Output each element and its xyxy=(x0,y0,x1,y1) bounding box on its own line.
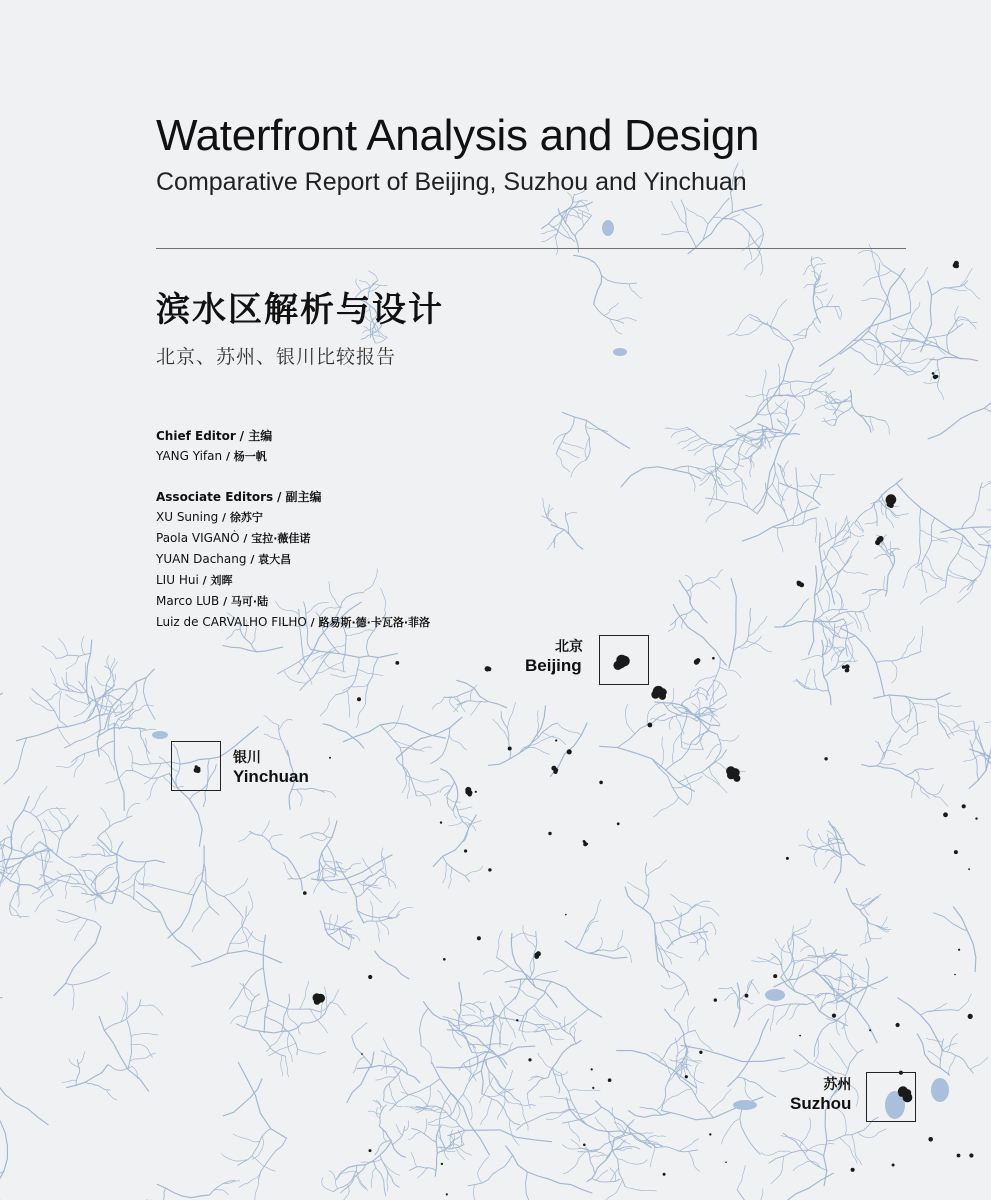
subtitle-english: Comparative Report of Beijing, Suzhou and Yinchuan xyxy=(156,168,747,197)
city-name-en: Beijing xyxy=(525,656,582,675)
associate-editors-role-zh: / 副主编 xyxy=(276,490,322,504)
urban-area xyxy=(617,822,620,825)
city-frame-beijing xyxy=(599,635,649,685)
urban-area xyxy=(943,812,948,817)
chief-editor-name: YANG Yifan xyxy=(156,449,223,463)
urban-area xyxy=(441,1163,443,1165)
urban-area xyxy=(799,583,804,588)
urban-areas xyxy=(194,261,978,1196)
urban-area xyxy=(709,1133,711,1135)
associate-editor-row xyxy=(156,549,430,570)
urban-area xyxy=(932,372,935,375)
associate-editor-name: Paola VIGANÒ xyxy=(156,531,240,545)
urban-area xyxy=(565,914,567,916)
urban-area xyxy=(786,857,789,860)
urban-area xyxy=(958,949,960,951)
urban-area xyxy=(799,1035,801,1037)
urban-area xyxy=(869,1029,871,1031)
urban-area xyxy=(591,1068,593,1070)
urban-area xyxy=(508,747,512,751)
urban-area xyxy=(488,868,491,871)
associate-editor-name-zh: / 路易斯·德·卡瓦洛·菲洛 xyxy=(310,616,431,629)
urban-area xyxy=(485,666,490,671)
urban-area xyxy=(464,849,467,852)
urban-area xyxy=(832,1014,836,1018)
urban-area xyxy=(694,660,699,665)
associate-editor-name: Luiz de CARVALHO FILHO xyxy=(156,615,307,629)
urban-area xyxy=(954,974,956,976)
editors-list xyxy=(156,426,430,633)
lake xyxy=(602,220,614,236)
urban-area xyxy=(369,1149,372,1152)
title-english: Waterfront Analysis and Design xyxy=(156,111,760,160)
lake xyxy=(613,348,627,356)
chief-editor-heading xyxy=(156,426,430,446)
urban-area xyxy=(935,375,938,378)
urban-area xyxy=(733,775,740,782)
urban-area xyxy=(824,757,827,760)
urban-area xyxy=(303,891,307,895)
title-chinese: 滨水区解析与设计 xyxy=(156,290,444,330)
urban-area xyxy=(699,1051,702,1054)
urban-area xyxy=(586,843,589,846)
urban-area xyxy=(357,697,361,701)
city-frame-yinchuan xyxy=(171,741,221,791)
urban-area xyxy=(395,661,399,665)
urban-area xyxy=(477,936,481,940)
associate-editor-row xyxy=(156,507,430,528)
city-label-suzhou xyxy=(790,1074,851,1114)
urban-area xyxy=(842,665,846,669)
urban-area xyxy=(714,998,717,1001)
urban-area xyxy=(745,994,749,998)
urban-area xyxy=(928,1137,933,1142)
urban-area xyxy=(567,749,572,754)
chief-editor-role: Chief Editor xyxy=(156,429,236,443)
urban-area xyxy=(712,657,715,660)
associate-editor-name: LIU Hui xyxy=(156,573,199,587)
urban-area xyxy=(313,993,322,1002)
urban-area xyxy=(583,1144,586,1147)
urban-area xyxy=(957,1154,961,1158)
urban-area xyxy=(555,739,557,741)
subtitle-chinese: 北京、苏州、银川比较报告 xyxy=(156,346,397,368)
urban-area xyxy=(725,1161,727,1163)
urban-area xyxy=(446,1193,448,1195)
associate-editors-role: Associate Editors xyxy=(156,490,274,504)
city-name-zh: 苏州 xyxy=(823,1077,852,1093)
urban-area xyxy=(663,1173,666,1176)
urban-area xyxy=(583,840,586,843)
lake xyxy=(765,989,785,1001)
chief-editor-name-row xyxy=(156,446,430,467)
urban-area xyxy=(443,958,446,961)
urban-area xyxy=(975,817,977,819)
city-label-beijing xyxy=(525,636,583,676)
urban-area xyxy=(528,1058,531,1061)
urban-area xyxy=(954,264,959,269)
city-name-en: Suzhou xyxy=(790,1094,852,1113)
lake xyxy=(931,1078,949,1102)
urban-area xyxy=(656,689,661,694)
urban-area xyxy=(896,1023,900,1027)
urban-area xyxy=(889,503,894,508)
urban-area xyxy=(608,1078,612,1082)
urban-area xyxy=(440,821,442,823)
urban-area xyxy=(726,766,736,776)
urban-area xyxy=(773,974,777,978)
city-label-yinchuan xyxy=(233,747,309,787)
urban-area xyxy=(475,791,477,793)
urban-area xyxy=(516,1019,518,1021)
city-name-zh: 银川 xyxy=(233,750,261,766)
associate-editor-name: XU Suning xyxy=(156,510,219,524)
associate-editor-row xyxy=(156,612,430,633)
urban-area xyxy=(465,789,471,795)
urban-area xyxy=(685,1075,688,1078)
urban-area xyxy=(877,537,882,542)
associate-editor-name: YUAN Dachang xyxy=(156,552,247,566)
urban-area xyxy=(592,1087,594,1089)
urban-area xyxy=(329,757,331,759)
associate-editor-row xyxy=(156,528,430,549)
city-name-en: Yinchuan xyxy=(233,767,309,786)
associate-editor-name-zh: / 徐苏宁 xyxy=(222,511,263,524)
associate-editor-name-zh: / 马可·陆 xyxy=(223,595,269,608)
city-frame-suzhou xyxy=(866,1072,916,1122)
urban-area xyxy=(851,1168,855,1172)
chief-editor-role-zh: / 主编 xyxy=(239,429,273,443)
chief-editor-name-zh: / 杨一帆 xyxy=(225,450,267,463)
associate-editor-name-zh: / 宝拉·薇佳诺 xyxy=(243,532,311,545)
urban-area xyxy=(954,850,958,854)
lake xyxy=(152,731,168,739)
urban-area xyxy=(968,868,970,870)
urban-area xyxy=(892,1164,895,1167)
urban-area xyxy=(648,723,653,728)
associate-editor-row xyxy=(156,570,430,591)
associate-editor-name: Marco LUB xyxy=(156,594,220,608)
urban-area xyxy=(968,1014,973,1019)
urban-area xyxy=(361,1053,363,1055)
urban-area xyxy=(536,951,541,956)
urban-area xyxy=(551,766,556,771)
city-name-zh: 北京 xyxy=(555,639,583,655)
urban-area xyxy=(969,1153,973,1157)
river-lines xyxy=(0,163,991,1200)
urban-area xyxy=(368,975,372,979)
urban-area xyxy=(962,804,966,808)
urban-area xyxy=(846,668,850,672)
associate-editor-name-zh: / 刘晖 xyxy=(202,574,233,587)
urban-area xyxy=(548,832,551,835)
urban-area xyxy=(886,498,892,504)
title-block xyxy=(156,112,906,197)
associate-editor-row xyxy=(156,591,430,612)
associate-editors-heading xyxy=(156,487,430,507)
associate-editor-name-zh: / 袁大昌 xyxy=(250,553,292,566)
lake xyxy=(733,1100,757,1110)
divider-line xyxy=(156,248,906,249)
urban-area xyxy=(599,781,603,785)
